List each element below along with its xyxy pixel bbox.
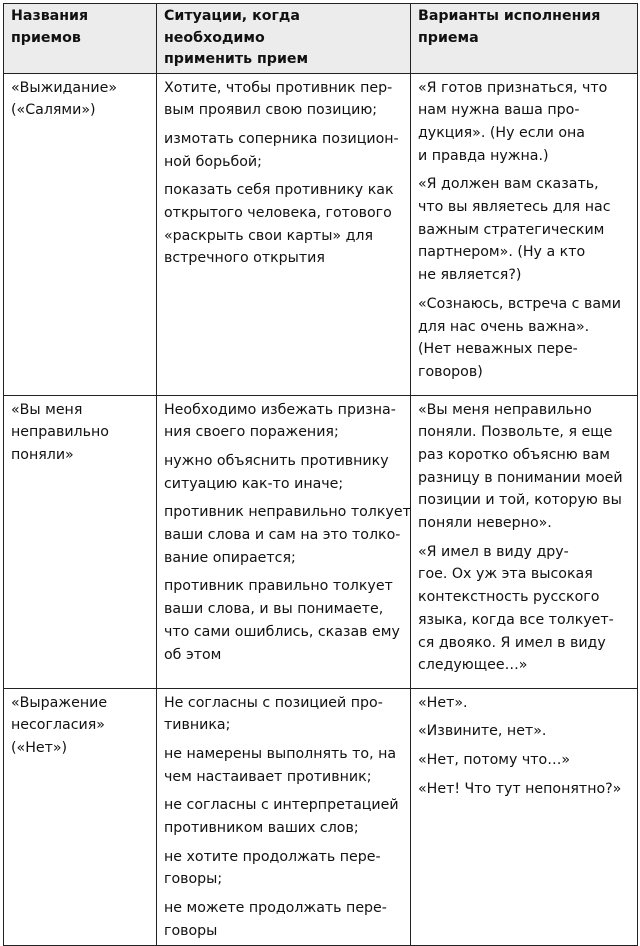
- header-situations: Ситуации, когда необходимо применить прием: [157, 4, 411, 74]
- situation-item: не намерены выполнять то, на чем настаивает противник;: [164, 745, 397, 785]
- technique-name: «Вы меня неправильно поняли»: [11, 401, 109, 463]
- variant-item: «Я должен вам сказать, что вы являетесь для нас важным стратегическим партнером». (Ну а кто не является?): [418, 176, 611, 284]
- variants-cell: [411, 73, 638, 395]
- situation-item: Хотите, чтобы противник пер- вым проявил свою позицию;: [164, 79, 393, 119]
- situation-item: не можете продолжать пере- говоры: [164, 900, 387, 939]
- situation-item: нужно объяснить противнику ситуацию как-то иначе;: [164, 452, 389, 492]
- table-row: [4, 688, 638, 945]
- situation-item: показать себя противнику как открытого человека, готового «раскрыть свои карты» для встречного открытия: [164, 182, 394, 267]
- header-variants: Варианты исполнения приема: [411, 4, 638, 74]
- header-row: [4, 4, 638, 74]
- variant-item: «Нет, потому что…»: [418, 751, 571, 768]
- technique-name-cell: [4, 73, 157, 395]
- variant-item: «Сознаюсь, встреча с вами для нас очень важна». (Нет неважных пере- говоров): [418, 295, 621, 380]
- variant-item: «Нет! Что тут непонятно?»: [418, 780, 622, 797]
- situation-item: противник неправильно толкует ваши слова и сам на это толко- вание опирается;: [164, 504, 411, 566]
- variants-cell: [411, 395, 638, 688]
- header-technique-name: Названия приемов: [4, 4, 157, 74]
- situation-item: не хотите продолжать пере- говоры;: [164, 848, 381, 888]
- techniques-table: [3, 3, 638, 946]
- technique-name: «Выжидание» («Салями»): [11, 79, 118, 119]
- variant-item: «Вы меня неправильно поняли. Позвольте, я еще раз коротко объясню вам разницу в понимании моей позиции и той, которую вы поняли неверно».: [418, 401, 623, 532]
- situation-item: не согласны с интерпретацией противником ваших слов;: [164, 797, 399, 837]
- variants-cell: [411, 688, 638, 945]
- variant-item: «Я готов признаться, что нам нужна ваша про- дукция». (Ну если она и правда нужна.): [418, 79, 608, 164]
- situation-item: Необходимо избежать призна- ния своего поражения;: [164, 401, 396, 441]
- variant-item: «Извините, нет».: [418, 723, 547, 740]
- table-row: [4, 395, 638, 688]
- situation-item: измотать соперника позицион- ной борьбой;: [164, 130, 399, 170]
- situations-cell: [157, 73, 411, 395]
- situation-item: Не согласны с позицией про- тивника;: [164, 694, 383, 734]
- situation-item: противник правильно толкует ваши слова, и вы понимаете, что сами ошиблись, сказав ему об этом: [164, 578, 400, 663]
- variant-item: «Нет».: [418, 694, 468, 711]
- technique-name-cell: [4, 395, 157, 688]
- table-row: [4, 73, 638, 395]
- situations-cell: [157, 688, 411, 945]
- technique-name: «Выражение несогласия» («Нет»): [11, 694, 108, 756]
- technique-name-cell: [4, 688, 157, 945]
- situations-cell: [157, 395, 411, 688]
- variant-item: «Я имел в виду дру- гое. Ох уж эта высокая контекстность русского языка, когда все толкует- ся двояко. Я имел в виду следующее…»: [418, 543, 614, 674]
